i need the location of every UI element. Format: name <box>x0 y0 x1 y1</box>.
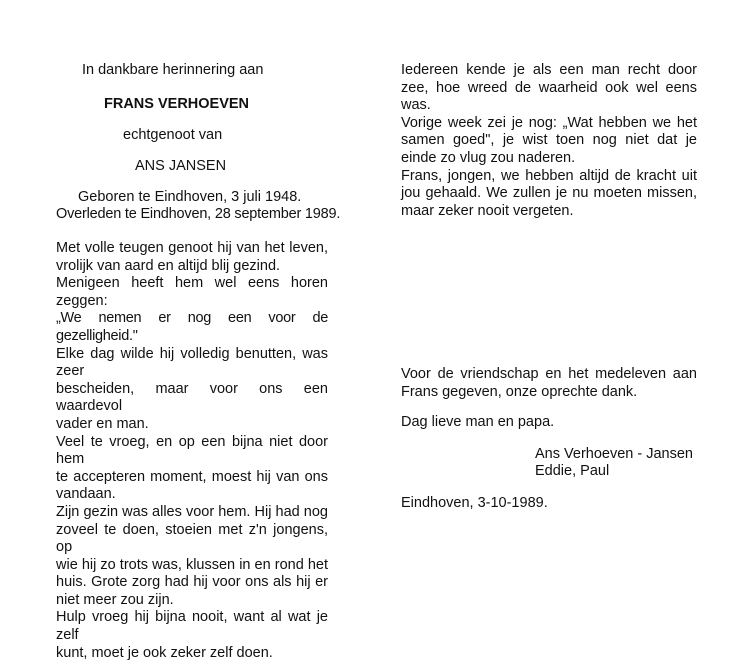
text-line: Menigeen heeft hem wel eens horen zeggen: <box>56 275 328 309</box>
text-line: was. <box>401 97 431 114</box>
spouse-name: ANS JANSEN <box>135 158 227 174</box>
text-line: Hulp vroeg hij bijna nooit, want al wat je zelf <box>56 609 328 644</box>
death-line: Overleden te Eindhoven, 28 september 1989. <box>56 206 341 222</box>
text-line: vrolijk van aard en altijd blij gezind. <box>56 257 281 274</box>
spouse-label: echtgenoot van <box>123 127 223 143</box>
text-line: huis. Grote zorg had hij voor ons als hij er <box>56 574 328 591</box>
intro-line: In dankbare herinnering aan <box>82 62 264 78</box>
text-line: einde zo vlug zou naderen. <box>401 149 576 166</box>
text-line: Veel te vroeg, en op een bijna niet door hem <box>56 433 328 468</box>
text-line: maar zeker nooit vergeten. <box>401 202 574 219</box>
text-line: Zijn gezin was alles voor hem. Hij had nog <box>56 503 328 520</box>
right-body-text <box>401 62 697 220</box>
birth-line: Geboren te Eindhoven, 3 juli 1948. <box>78 189 302 205</box>
text-line: vandaan. <box>56 486 116 503</box>
signature-line-1: Ans Verhoeven - Jansen <box>535 446 693 462</box>
text-line: jou gehaald. We zullen je nu moeten missen, <box>401 185 697 202</box>
text-line: zoveel te doen, stoeien met z'n jongens, op <box>56 521 328 556</box>
text-line: vader en man. <box>56 415 149 432</box>
text-line: Met volle teugen genoot hij van het leven, <box>56 240 328 256</box>
text-line: „We nemen er nog een voor de gezelligheid." <box>56 310 328 344</box>
text-line: bescheiden, maar voor ons een waardevol <box>56 380 328 415</box>
text-line: niet meer zou zijn. <box>56 591 174 608</box>
text-line: Vorige week zei je nog: „Wat hebben we het <box>401 114 697 131</box>
text-line: wie hij zo trots was, klussen in en rond het <box>56 556 328 573</box>
text-line: zee, hoe wreed de waarheid ook wel eens <box>401 79 697 96</box>
text-line: te accepteren moment, moest hij van ons <box>56 468 328 485</box>
text-line: Voor de vriendschap en het medeleven aan <box>401 366 697 382</box>
text-line: kunt, moet je ook zeker zelf doen. <box>56 644 273 661</box>
deceased-name: FRANS VERHOEVEN <box>104 96 250 112</box>
place-date: Eindhoven, 3-10-1989. <box>401 495 548 511</box>
text-line: Iedereen kende je als een man recht door <box>401 62 697 78</box>
text-line: Elke dag wilde hij volledig benutten, was zeer <box>56 345 328 380</box>
text-line: Frans gegeven, onze oprechte dank. <box>401 383 638 400</box>
left-body-text <box>56 240 328 662</box>
signature-line-2: Eddie, Paul <box>535 463 610 479</box>
text-line: Frans, jongen, we hebben altijd de kracht uit <box>401 167 697 184</box>
thanks-text <box>401 366 697 401</box>
text-line: samen goed", je wist toen nog niet dat je <box>401 132 697 149</box>
farewell-line: Dag lieve man en papa. <box>401 414 555 430</box>
